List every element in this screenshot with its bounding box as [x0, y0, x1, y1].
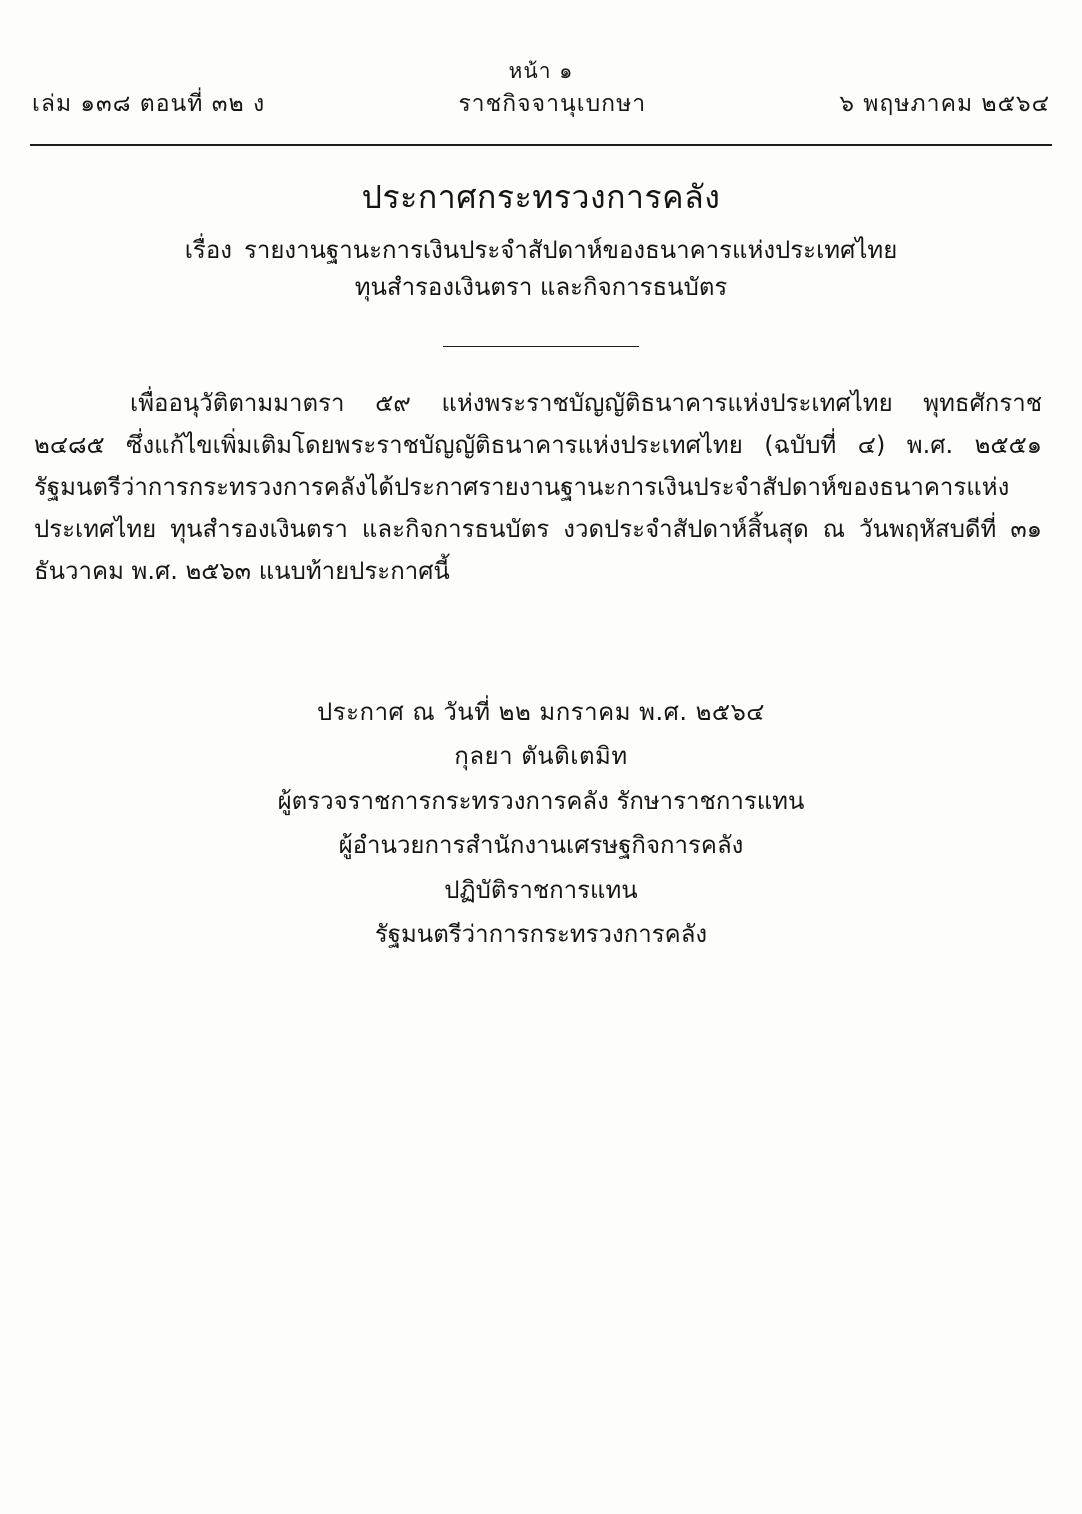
masthead-row [30, 86, 1052, 126]
signatory-position-1: ผู้ตรวจราชการกระทรวงการคลัง รักษาราชการแทน [277, 786, 805, 815]
gazette-name-label: ราชกิจจานุเบกษา [458, 91, 647, 118]
gazette-masthead [30, 58, 1052, 140]
subject-tag-label: เรื่อง [184, 236, 232, 264]
page-number-label: หน้า ๑ [508, 59, 574, 83]
title-divider [443, 346, 639, 347]
signature-date: ประกาศ ณ วันที่ ๒๒ มกราคม พ.ศ. ๒๕๖๔ [317, 698, 765, 726]
signatory-name: กุลยา ตันติเตมิท [454, 742, 628, 771]
subject-line-1: รายงานฐานะการเงินประจำสัปดาห์ของธนาคารแห่งประเทศไทย [243, 236, 898, 264]
body-paragraph: เพื่ออนุวัติตามมาตรา ๕๙ แห่งพระราชบัญญัติธนาคารแห่งประเทศไทย พุทธศักราช ๒๔๘๕ ซึ่งแก้ไขเพิ่มเติมโดยพระราชบัญญัติธนาคารแห่งประเทศไทย (ฉบับที่ ๔) พ.ศ. ๒๕๕๑ รัฐมนตรีว่าการกระทรวงการคลังได้ประกาศรายงานฐานะการเงินประจำสัปดาห์ของธนาคารแห่งประเทศไทย ทุนสำรองเงินตรา และกิจการธนบัตร งวดประจำสัปดาห์สิ้นสุด ณ วันพฤหัสบดีที่ ๓๑ ธันวาคม พ.ศ. ๒๕๖๓ แนบท้ายประกาศนี้ [34, 389, 1042, 585]
signatory-position-2: ผู้อำนวยการสำนักงานเศรษฐกิจการคลัง [338, 831, 744, 860]
masthead-divider [30, 144, 1052, 146]
signature-block [0, 690, 1082, 956]
document-subject [0, 232, 1082, 306]
volume-issue-label: เล่ม ๑๓๘ ตอนที่ ๓๒ ง [32, 91, 266, 118]
subject-line-2: ทุนสำรองเงินตรา และกิจการธนบัตร [354, 273, 728, 302]
signatory-position-3: ปฏิบัติราชการแทน [444, 875, 638, 904]
signatory-position-4: รัฐมนตรีว่าการกระทรวงการคลัง [374, 919, 708, 948]
publication-date-label: ๖ พฤษภาคม ๒๕๖๔ [839, 91, 1050, 118]
document-body [34, 382, 1042, 592]
document-title: ประกาศกระทรวงการคลัง [361, 178, 721, 216]
